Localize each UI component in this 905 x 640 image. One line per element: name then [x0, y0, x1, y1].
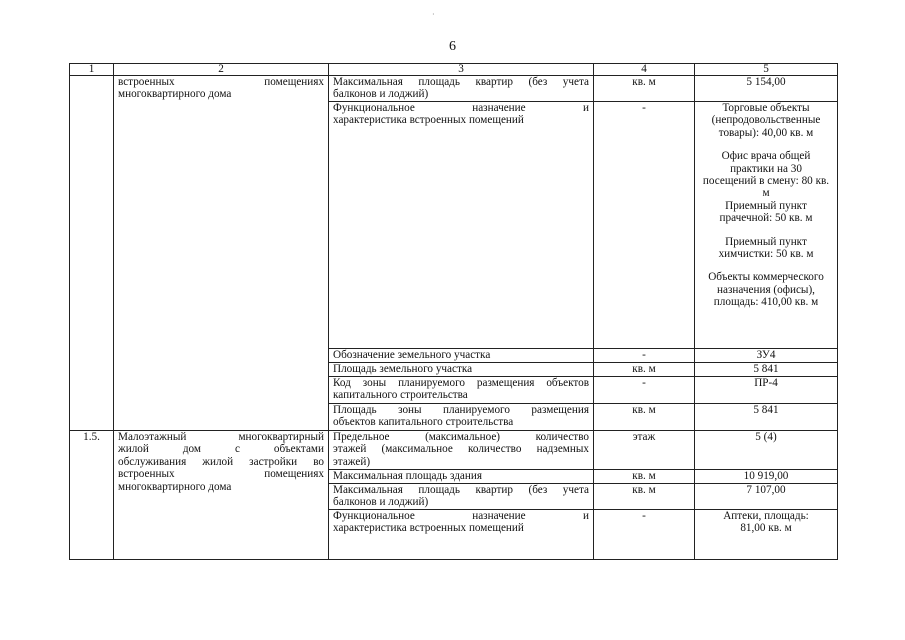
text-line: Торговые объекты	[722, 102, 810, 114]
table-row	[70, 76, 838, 102]
text-line: Максимальная площадь квартир (без учета	[333, 76, 589, 88]
text-line: Максимальная площадь здания	[333, 470, 482, 482]
blank-line	[699, 139, 833, 150]
text-line: 5 154,00	[746, 76, 786, 88]
unit-cell: этаж	[594, 431, 695, 470]
value-cell	[695, 470, 838, 484]
text-line: встроенных помещениях	[118, 76, 324, 88]
value-cell	[695, 431, 838, 470]
text-line: встроенных помещениях	[118, 468, 324, 481]
unit-cell: -	[594, 349, 695, 363]
text-line: практики на 30	[730, 162, 802, 175]
parameter-cell	[329, 377, 594, 404]
parameter-cell	[329, 76, 594, 102]
parameter-cell	[329, 470, 594, 484]
value-cell	[695, 349, 838, 363]
page-number: 6	[449, 39, 456, 54]
parameters-table	[69, 63, 838, 560]
unit-cell: -	[594, 377, 695, 404]
text-line: Приемный пункт	[725, 235, 807, 248]
text-line: Площадь земельного участка	[333, 363, 473, 375]
parameter-cell	[329, 510, 594, 560]
text-line: балконов и лоджий)	[333, 88, 429, 101]
header-cell: 1	[70, 64, 114, 76]
text-line: Приемный пункт	[725, 199, 807, 212]
text-line: Обозначение земельного участка	[333, 349, 491, 361]
value-cell	[695, 102, 838, 349]
text-line: 5 841	[753, 363, 779, 375]
text-line: Объекты коммерческого	[708, 271, 824, 284]
text-line: товары): 40,00 кв. м	[718, 126, 814, 139]
text-line: ЗУ4	[756, 349, 776, 361]
text-line: балконов и лоджий)	[333, 496, 429, 509]
header-cell: 4	[594, 64, 695, 76]
text-line: 10 919,00	[743, 470, 789, 482]
text-line: (непродовольственные	[711, 114, 821, 127]
blank-line	[699, 225, 833, 236]
table-header-row	[70, 64, 838, 76]
unit-cell: -	[594, 510, 695, 560]
scan-mark: ·	[432, 10, 435, 19]
text-line: объектов капитального строительства	[333, 416, 514, 429]
parameter-cell	[329, 404, 594, 431]
text-line: жилой дом с объектами	[118, 443, 324, 456]
unit-cell: кв. м	[594, 484, 695, 510]
text-line: характеристика встроенных помещений	[333, 522, 524, 535]
parameter-cell	[329, 431, 594, 470]
text-line: Площадь зоны планируемого размещения	[333, 404, 589, 416]
text-line: химчистки: 50 кв. м	[718, 248, 814, 261]
text-line: многоквартирного дома	[118, 480, 232, 493]
section-b-rows	[70, 431, 838, 560]
header-cell: 3	[329, 64, 594, 76]
text-line: Функциональное назначение и	[333, 102, 589, 114]
text-line: Офис врача общей	[721, 150, 811, 163]
text-line: ПР-4	[754, 377, 778, 389]
text-line: этажей (максимальное количество надземных	[333, 443, 589, 456]
text-line: 5 (4)	[755, 431, 777, 443]
header-cell: 2	[114, 64, 329, 76]
unit-cell: кв. м	[594, 470, 695, 484]
table-row	[70, 431, 838, 470]
value-cell	[695, 76, 838, 102]
unit-cell: -	[594, 102, 695, 349]
value-cell	[695, 363, 838, 377]
text-line: м	[762, 187, 770, 200]
value-cell	[695, 404, 838, 431]
text-line: посещений в смену: 80 кв.	[702, 175, 830, 188]
text-line: назначения (офисы),	[717, 283, 815, 296]
text-line: 7 107,00	[746, 484, 786, 496]
text-line: Функциональное назначение и	[333, 510, 589, 522]
text-line: 81,00 кв. м	[740, 522, 792, 535]
unit-cell: кв. м	[594, 363, 695, 377]
unit-cell: кв. м	[594, 76, 695, 102]
text-line: многоквартирного дома	[118, 88, 232, 101]
parameter-cell	[329, 363, 594, 377]
text-line: Малоэтажный многоквартирный	[118, 431, 324, 443]
text-line: Предельное (максимальное) количество	[333, 431, 589, 443]
unit-cell: кв. м	[594, 404, 695, 431]
parameter-cell	[329, 102, 594, 349]
text-line: Код зоны планируемого размещения объектов	[333, 377, 589, 389]
item-number-cell	[70, 76, 114, 431]
text-line: Максимальная площадь квартир (без учета	[333, 484, 589, 496]
object-name-cell	[114, 76, 329, 431]
value-cell	[695, 510, 838, 560]
section-a-rows	[70, 76, 838, 431]
text-line: Аптеки, площадь:	[723, 510, 809, 522]
header-cell: 5	[695, 64, 838, 76]
text-line: капитального строительства	[333, 389, 468, 402]
text-line: характеристика встроенных помещений	[333, 114, 524, 127]
value-cell	[695, 377, 838, 404]
text-line: этажей)	[333, 455, 371, 468]
parameter-cell	[329, 484, 594, 510]
parameter-cell	[329, 349, 594, 363]
text-line: прачечной: 50 кв. м	[719, 212, 813, 225]
value-cell	[695, 484, 838, 510]
blank-line	[699, 260, 833, 271]
text-line: обслуживания жилой застройки во	[118, 455, 324, 468]
item-number-cell: 1.5.	[70, 431, 114, 560]
text-line: площадь: 410,00 кв. м	[713, 296, 819, 309]
text-line: 5 841	[753, 404, 779, 416]
object-name-cell	[114, 431, 329, 560]
